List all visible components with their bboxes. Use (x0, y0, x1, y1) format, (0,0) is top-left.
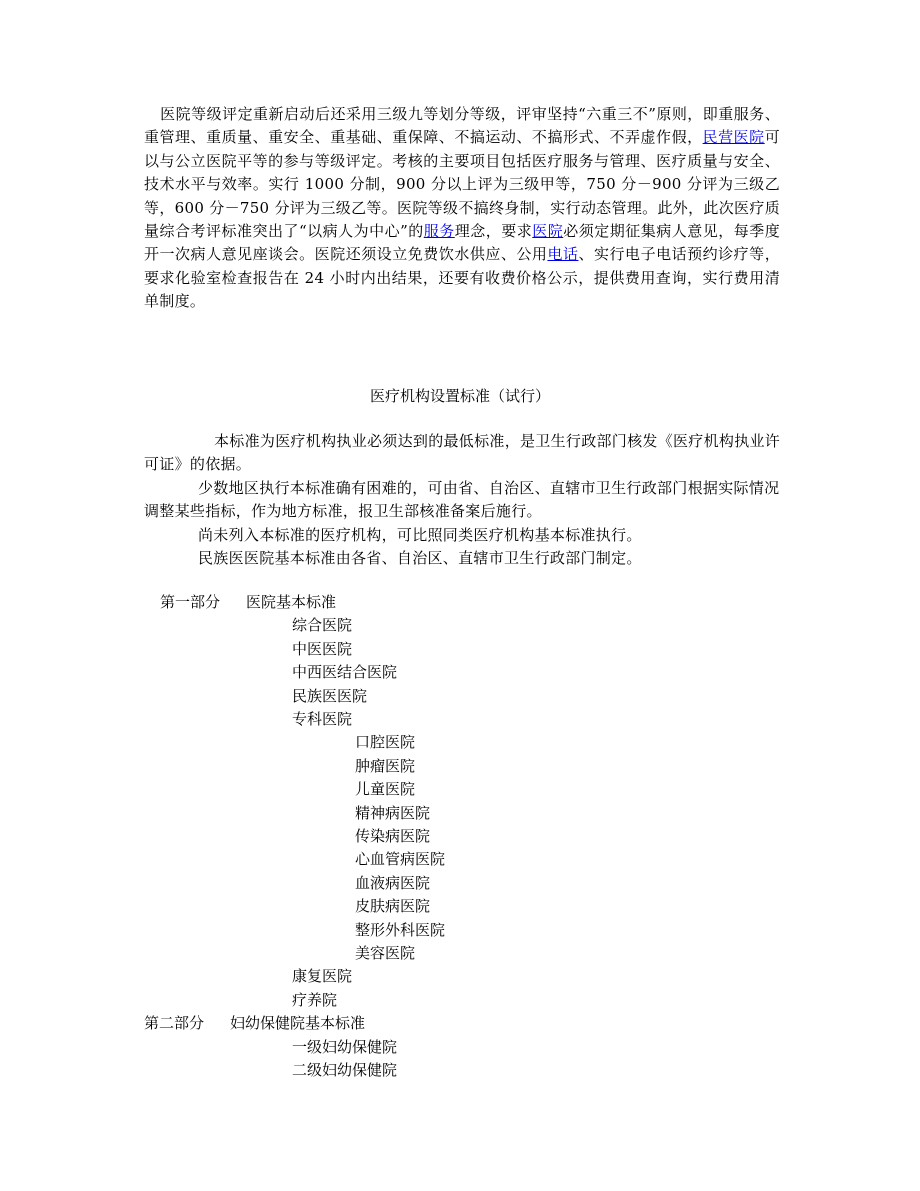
document-title: 医疗机构设置标准（试行） (369, 387, 550, 405)
toc-item: 中西医结合医院 (292, 663, 398, 682)
toc-item: 民族医医院 (292, 686, 368, 705)
toc-subitem: 心血管病医院 (355, 850, 446, 869)
preamble (144, 430, 784, 570)
toc-item: 疗养院 (292, 990, 338, 1009)
toc-part-1-number: 第一部分 (160, 593, 221, 611)
toc-item: 专科医院 (292, 710, 353, 728)
toc-subitem: 口腔医院 (355, 733, 416, 752)
link-private-hospital[interactable]: 民营医院 (702, 128, 765, 147)
preamble-paragraph-3: 尚未列入本标准的医疗机构，可比照同类医疗机构基本标准执行。 (198, 525, 642, 544)
intro-text-2: 可以与公立医院平等的参与等级评定。考核的主要项目包括医疗服务与管理、医疗质量与安全、技术水平与效率。实行 1000 分制，900 分以上评为三级甲等，750 分－900 分评为三级乙等，600 分－750 分评为三级乙等。医院等级不搞终身制，实行动态管理。此外，此次医疗质量综合考评标准突出了“以病人为中心”的 (144, 128, 780, 241)
toc-subitem: 传染病医院 (355, 827, 431, 845)
toc-part-1-title: 医院基本标准 (246, 593, 337, 611)
link-telephone[interactable]: 电话 (547, 245, 579, 264)
toc-item: 康复医院 (292, 967, 353, 986)
toc-subitem: 血液病医院 (355, 873, 431, 892)
link-service[interactable]: 服务 (423, 222, 455, 241)
intro-paragraph (144, 103, 780, 314)
toc-subitem: 肿瘤医院 (355, 756, 416, 775)
intro-text-1: 医院等级评定重新启动后还采用三级九等划分等级，评审坚持“六重三不”原则，即重服务、重管理、重质量、重安全、重基础、重保障、不搞运动、不搞形式、不弄虚作假， (144, 105, 780, 147)
toc-part-2 (144, 1013, 365, 1033)
toc-part-2-title: 妇幼保健院基本标准 (230, 1014, 366, 1033)
toc-subitem: 精神病医院 (355, 803, 431, 822)
preamble-paragraph-2: 少数地区执行本标准确有困难的，可由省、自治区、直辖市卫生行政部门根据实际情况调整某些指标，作为地方标准，报卫生部核准备案后施行。 (144, 478, 780, 521)
preamble-paragraph-4: 民族医医院基本标准由各省、自治区、直辖市卫生行政部门制定。 (198, 549, 642, 568)
toc-subitem: 皮肤病医院 (355, 897, 431, 916)
toc-item: 综合医院 (292, 616, 353, 635)
toc-item: 二级妇幼保健院 (292, 1061, 398, 1079)
toc-item: 中医医院 (292, 639, 353, 658)
toc-part-2-number: 第二部分 (144, 1014, 205, 1033)
intro-text-4: 必须定期征集病人意见，每季度开一次病人意见座谈会。医院还须设立免费饮水供应、公用 (144, 222, 780, 264)
toc-part-1 (160, 592, 336, 612)
preamble-paragraph-1: 本标准为医疗机构执业必须达到的最低标准，是卫生行政部门核发《医疗机构执业许可证》的依据。 (144, 432, 781, 474)
link-hospital[interactable]: 医院 (532, 222, 564, 241)
intro-text-3: 理念，要求 (454, 222, 533, 241)
toc-subitem: 儿童医院 (355, 780, 416, 799)
toc-subitem: 整形外科医院 (355, 920, 446, 939)
toc-item: 一级妇幼保健院 (292, 1037, 398, 1056)
toc-subitem: 美容医院 (355, 944, 416, 962)
intro-text-5: 、实行电子电话预约诊疗等，要求化验室检查报告在 24 小时内出结果，还要有收费价格公示，提供费用查询，实行费用清单制度。 (144, 245, 781, 311)
